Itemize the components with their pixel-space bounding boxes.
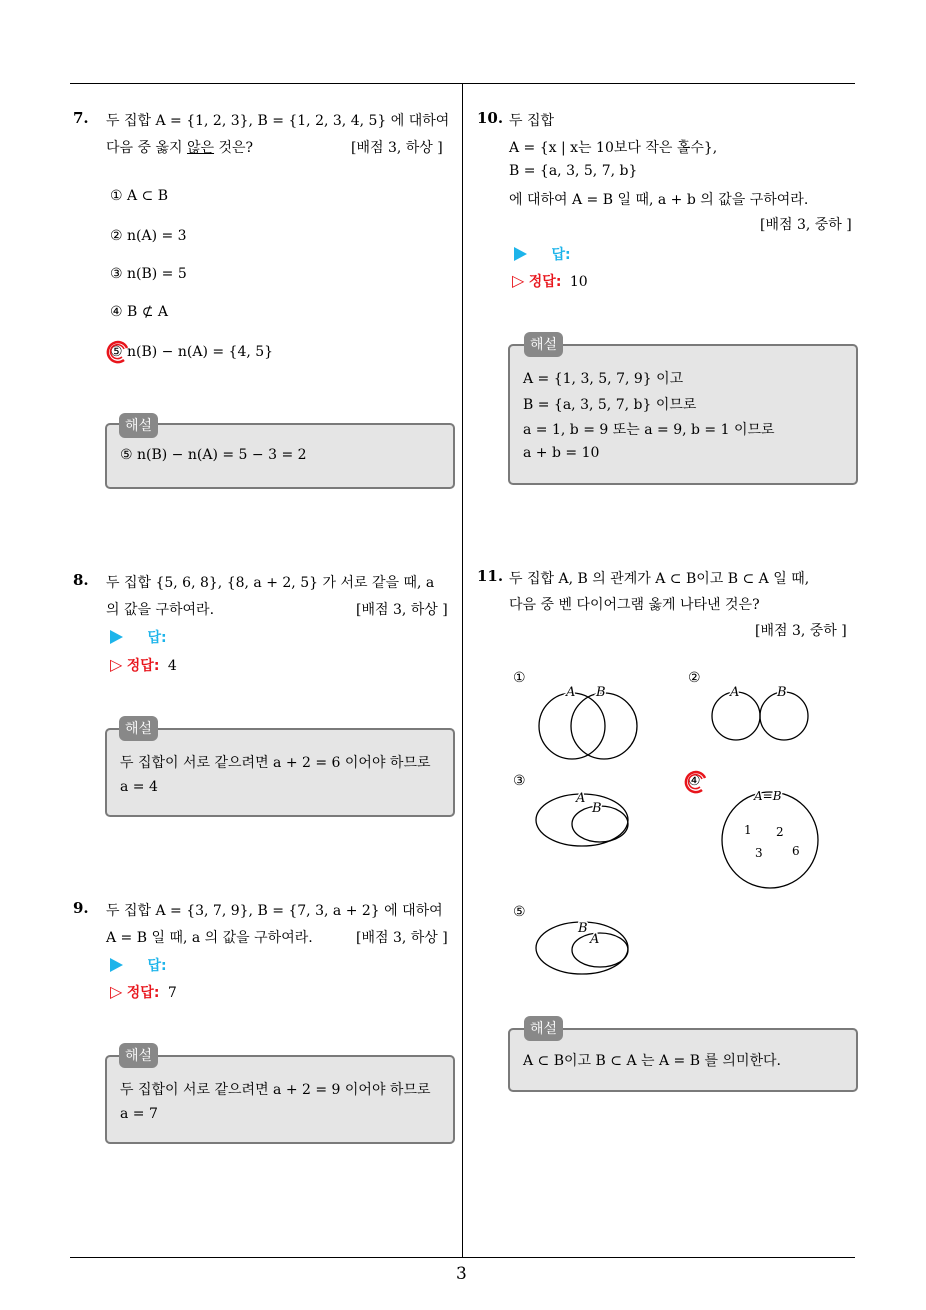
q8-points: [배점 3, 하상 ]: [356, 602, 448, 618]
q11-option-2-mark[interactable]: ②: [688, 670, 701, 686]
q11-venn-option-1: [532, 680, 644, 768]
q9-explanation-line1: 두 집합이 서로 같으려면 a + 2 = 9 이어야 하므로: [120, 1082, 431, 1098]
q8-explanation-tag: 해설: [119, 716, 158, 741]
q10-number: 10.: [477, 109, 504, 127]
venn-inner-ellipse: [572, 933, 628, 967]
q9-explanation-box: [105, 1055, 455, 1144]
q9-correct-value: 7: [167, 985, 177, 1001]
q11-option-5-mark[interactable]: ⑤: [513, 904, 526, 920]
q8-stem-line1: 두 집합 {5, 6, 8}, {8, a + 2, 5} 가 서로 같을 때, a: [106, 575, 435, 591]
venn-label-b: B: [777, 685, 787, 700]
q11-answer-mark-icon: [682, 768, 710, 796]
venn-label-b: B: [596, 685, 606, 700]
venn-label-outer: B: [578, 921, 588, 936]
q10-answer-row: [514, 244, 571, 264]
q7-option-4[interactable]: ④ B ⊄ A: [110, 304, 169, 320]
q11-option-3-mark[interactable]: ③: [513, 773, 526, 789]
venn-element: 6: [792, 844, 800, 858]
venn-element: 2: [776, 825, 784, 839]
venn-set-b-circle: [571, 693, 637, 759]
venn-set-a-circle: [539, 693, 605, 759]
q7-stem-underlined: 않은: [186, 140, 215, 156]
q8-answer-row: [110, 627, 167, 647]
q9-points: [배점 3, 하상 ]: [356, 930, 448, 946]
q9-stem-line2: A = B 일 때, a 의 값을 구하여라.: [106, 930, 313, 946]
q11-explanation-line1: A ⊂ B이고 B ⊂ A 는 A = B 를 의미한다.: [523, 1053, 781, 1069]
q8-explanation-line2: a = 4: [120, 779, 158, 795]
q11-explanation-tag: 해설: [524, 1016, 563, 1041]
venn-label-inner: B: [592, 801, 602, 816]
venn-label-a: A: [730, 685, 740, 700]
q7-points: [배점 3, 하상 ]: [351, 140, 443, 156]
q9-number: 9.: [73, 899, 89, 917]
venn-label-equal: A=B: [754, 789, 782, 803]
q10-correct-row: [512, 271, 588, 291]
play-triangle-icon: [514, 247, 527, 261]
q10-stem-line1: 두 집합: [509, 113, 555, 129]
q9-correct-label: 정답:: [126, 985, 160, 1001]
play-triangle-icon: [110, 630, 123, 644]
q11-number: 11.: [477, 567, 504, 585]
q9-correct-row: [110, 982, 177, 1002]
venn-element: 3: [755, 846, 763, 860]
q11-option-1-mark[interactable]: ①: [513, 670, 526, 686]
q7-option-5[interactable]: ⑤ n(B) − n(A) = {4, 5}: [110, 344, 274, 360]
q11-stem-line2: 다음 중 벤 다이어그램 옳게 나타낸 것은?: [509, 597, 760, 613]
q11-stem-line1: 두 집합 A, B 의 관계가 A ⊂ B이고 B ⊂ A 일 때,: [509, 571, 810, 587]
outline-triangle-icon: ▷: [110, 655, 123, 674]
q10-explanation-box: [508, 344, 858, 485]
q9-answer-row: [110, 955, 167, 975]
q7-option-1[interactable]: ① A ⊂ B: [110, 188, 169, 204]
outline-triangle-icon: ▷: [110, 982, 123, 1001]
outline-triangle-icon: ▷: [512, 271, 525, 290]
q10-correct-label: 정답:: [528, 274, 562, 290]
q10-explanation-tag: 해설: [524, 332, 563, 357]
q8-explanation-box: [105, 728, 455, 817]
q7-explanation-tag: 해설: [119, 413, 158, 438]
q10-correct-value: 10: [569, 274, 588, 290]
venn-label-a: A: [566, 685, 576, 700]
q7-stem-pre: 다음 중 옳지: [106, 140, 187, 156]
q7-option-2[interactable]: ② n(A) = 3: [110, 228, 187, 244]
play-triangle-icon: [110, 958, 123, 972]
q11-venn-option-4: [718, 784, 824, 892]
q7-stem-post: 것은?: [214, 140, 254, 156]
q7-stem-line1: 두 집합 A = {1, 2, 3}, B = {1, 2, 3, 4, 5} 에 대하여: [106, 113, 450, 129]
venn-element: 1: [744, 823, 752, 837]
q10-points: [배점 3, 중하 ]: [760, 217, 852, 233]
q9-explanation-tag: 해설: [119, 1043, 158, 1068]
q11-venn-option-5: [532, 916, 636, 978]
q11-venn-option-3: [532, 786, 644, 852]
q8-correct-row: [110, 655, 177, 675]
q10-stem-line3: B = {a, 3, 5, 7, b}: [509, 163, 638, 179]
q7-number: 7.: [73, 109, 89, 127]
q8-explanation-line1: 두 집합이 서로 같으려면 a + 2 = 6 이어야 하므로: [120, 755, 431, 771]
venn-label-inner: A: [590, 932, 600, 947]
q9-explanation-line2: a = 7: [120, 1106, 158, 1122]
q8-number: 8.: [73, 571, 89, 589]
q10-explanation-line1: A = {1, 3, 5, 7, 9} 이고: [523, 371, 684, 387]
q10-answer-label: 답:: [551, 247, 571, 263]
venn-label-outer: A: [576, 791, 586, 806]
page-number: 3: [456, 1264, 467, 1284]
venn-equal-circle: [722, 792, 818, 888]
column-divider: [462, 83, 463, 1258]
q8-stem-line2: 의 값을 구하여라.: [106, 602, 215, 618]
q8-answer-label: 답:: [147, 630, 167, 646]
q7-answer-mark-icon: [104, 338, 132, 366]
q9-answer-label: 답:: [147, 958, 167, 974]
q9-stem-line1: 두 집합 A = {3, 7, 9}, B = {7, 3, a + 2} 에 대하여: [106, 903, 443, 919]
q10-stem-line2: A = {x | x는 10보다 작은 홀수},: [509, 140, 718, 156]
q10-explanation-line3: a = 1, b = 9 또는 a = 9, b = 1 이므로: [523, 422, 775, 438]
q7-option-3[interactable]: ③ n(B) = 5: [110, 266, 187, 282]
q8-correct-value: 4: [167, 658, 177, 674]
q7-explanation-line1: ⑤ n(B) − n(A) = 5 − 3 = 2: [120, 447, 307, 463]
q10-explanation-line2: B = {a, 3, 5, 7, b} 이므로: [523, 397, 697, 413]
bottom-rule: [70, 1257, 855, 1258]
q8-correct-label: 정답:: [126, 658, 160, 674]
q10-explanation-line4: a + b = 10: [523, 445, 600, 461]
q11-points: [배점 3, 중하 ]: [755, 623, 847, 639]
q11-venn-option-2: [706, 680, 816, 750]
q7-stem-line2: [106, 137, 253, 157]
q10-stem-line4: 에 대하여 A = B 일 때, a + b 의 값을 구하여라.: [509, 192, 809, 208]
q11-option-4-mark[interactable]: ④: [688, 773, 701, 789]
